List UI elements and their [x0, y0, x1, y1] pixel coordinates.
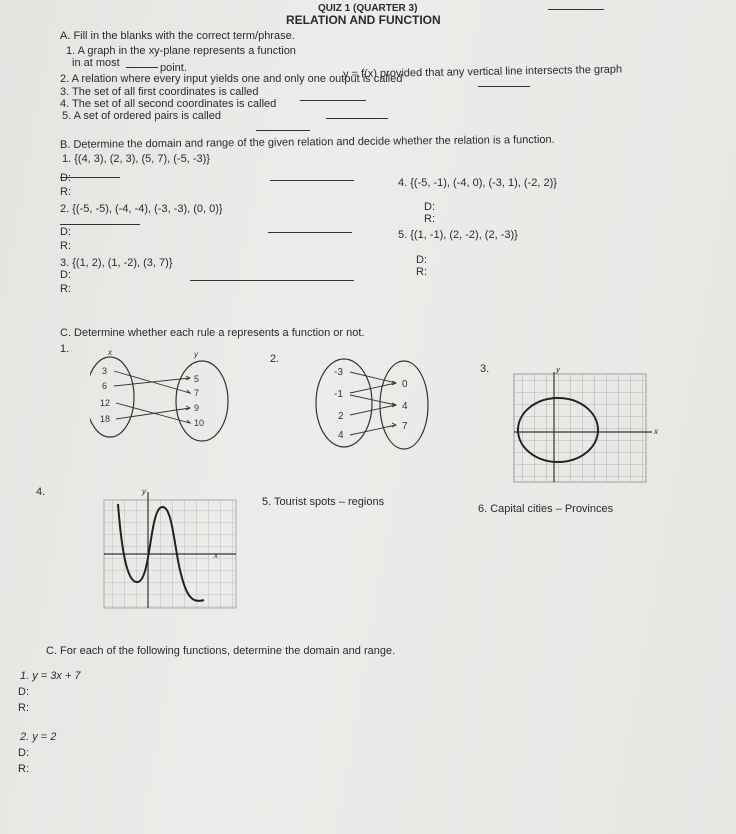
part-b-item-4: 4. {(-5, -1), (-4, 0), (-3, 1), (-2, 2)} — [398, 177, 557, 189]
d1-domain: D: — [18, 686, 29, 698]
q2-blank[interactable] — [478, 86, 530, 87]
map1-range-oval — [176, 361, 228, 441]
map2-domain-oval — [316, 359, 372, 447]
map2-right-2: 7 — [402, 421, 408, 432]
page-title: RELATION AND FUNCTION — [286, 13, 441, 27]
q4-blank[interactable] — [326, 118, 388, 119]
d-item-1: 1. y = 3x + 7 — [20, 670, 81, 682]
d1-range: R: — [18, 702, 29, 714]
map1-left-3: 18 — [100, 414, 111, 424]
c-item-6: 6. Capital cities – Provinces — [478, 503, 614, 515]
b5-domain: D: — [416, 254, 427, 266]
part-b-item-1: 1. {(4, 3), (2, 3), (5, 7), (-5, -3)} — [62, 153, 210, 165]
map1-right-2: 9 — [194, 403, 200, 413]
b3-blank[interactable] — [190, 280, 354, 281]
part-b-item-5: 5. {(1, -1), (2, -2), (2, -3)} — [398, 229, 518, 241]
map2-left-2: 2 — [338, 411, 344, 422]
mapping-diagram-2 — [312, 355, 432, 455]
map1-arrows — [114, 371, 190, 423]
graph-3-circle — [510, 368, 670, 486]
graph-4-y-label: y — [142, 487, 146, 496]
graph-3-y-label: y — [556, 368, 560, 374]
b2-domain: D: — [60, 226, 71, 238]
part-b-heading: B. Determine the domain and range of the given relation and decide whether the relation is a function. — [59, 133, 555, 151]
map1-y-head: y — [194, 350, 198, 359]
b1-blank-right[interactable] — [270, 180, 354, 181]
map2-left-1: -1 — [334, 389, 343, 400]
b2-blank[interactable] — [60, 224, 140, 225]
d2-domain: D: — [18, 747, 29, 759]
q3-blank[interactable] — [300, 100, 366, 101]
part-c-heading: C. Determine whether each rule a represents a function or not. — [60, 327, 365, 339]
map1-right-3: 10 — [194, 418, 205, 428]
c-item-1-num: 1. — [60, 343, 70, 355]
map1-left-1: 6 — [102, 381, 108, 391]
b3-domain: D: — [60, 269, 71, 281]
map1-left-0: 3 — [102, 366, 108, 376]
mapping-diagram-1 — [90, 345, 250, 445]
part-b-item-2: 2. {(-5, -5), (-4, -4), (-3, -3), (0, 0)} — [60, 203, 223, 215]
map2-left-3: 4 — [338, 430, 344, 441]
b1-domain: D: — [60, 172, 71, 184]
part-a-q1-cont: y = f(x) provided that any vertical line intersects the graph — [342, 63, 623, 81]
b2-blank-right[interactable] — [268, 232, 352, 233]
part-a-q1-point: point. — [160, 62, 187, 74]
part-a-q4: 4. The set of all second coordinates is called — [60, 98, 277, 110]
c-item-2-num: 2. — [270, 353, 280, 365]
b4-domain: D: — [424, 201, 435, 213]
d2-range: R: — [18, 763, 29, 775]
map1-domain-oval — [90, 357, 134, 437]
part-a-q2: 2. A relation where every input yields one and only one output is called — [60, 73, 403, 85]
part-a-q3: 3. The set of all first coordinates is called — [60, 86, 259, 98]
b3-range: R: — [60, 283, 71, 295]
map1-right-0: 5 — [194, 374, 200, 384]
graph-3-grid — [514, 374, 646, 482]
q1-blank[interactable] — [126, 67, 158, 68]
map2-right-1: 4 — [402, 401, 408, 412]
quiz-label: QUIZ 1 (QUARTER 3) — [318, 3, 418, 14]
map1-x-head: x — [108, 348, 112, 357]
map1-right-1: 7 — [194, 388, 200, 398]
part-a-q1-atmost: in at most — [72, 57, 120, 69]
graph-3-x-label: x — [654, 427, 658, 436]
part-a-q5: 5. A set of ordered pairs is called — [62, 110, 221, 122]
b2-range: R: — [60, 240, 71, 252]
c-item-3-num: 3. — [480, 363, 490, 375]
c-item-5: 5. Tourist spots – regions — [262, 496, 385, 508]
d-item-2: 2. y = 2 — [20, 731, 57, 743]
b4-range: R: — [424, 213, 435, 225]
map2-left-0: -3 — [334, 367, 343, 378]
graph-4-x-label: x — [214, 551, 218, 560]
c-item-4-num: 4. — [36, 486, 46, 498]
map1-left-2: 12 — [100, 398, 111, 408]
q5-blank[interactable] — [256, 130, 310, 131]
part-a-heading: A. Fill in the blanks with the correct term/phrase. — [60, 30, 295, 42]
b1-range: R: — [60, 186, 71, 198]
graph-4-wave — [100, 486, 250, 612]
part-d-heading: C. For each of the following functions, determine the domain and range. — [46, 645, 396, 657]
part-b-item-3: 3. {(1, 2), (1, -2), (3, 7)} — [60, 257, 173, 269]
b5-range: R: — [416, 266, 427, 278]
map2-arrows — [350, 372, 396, 435]
header-line — [548, 9, 604, 10]
map2-right-0: 0 — [402, 379, 408, 390]
part-a-q1: 1. A graph in the xy-plane represents a function — [66, 45, 296, 57]
